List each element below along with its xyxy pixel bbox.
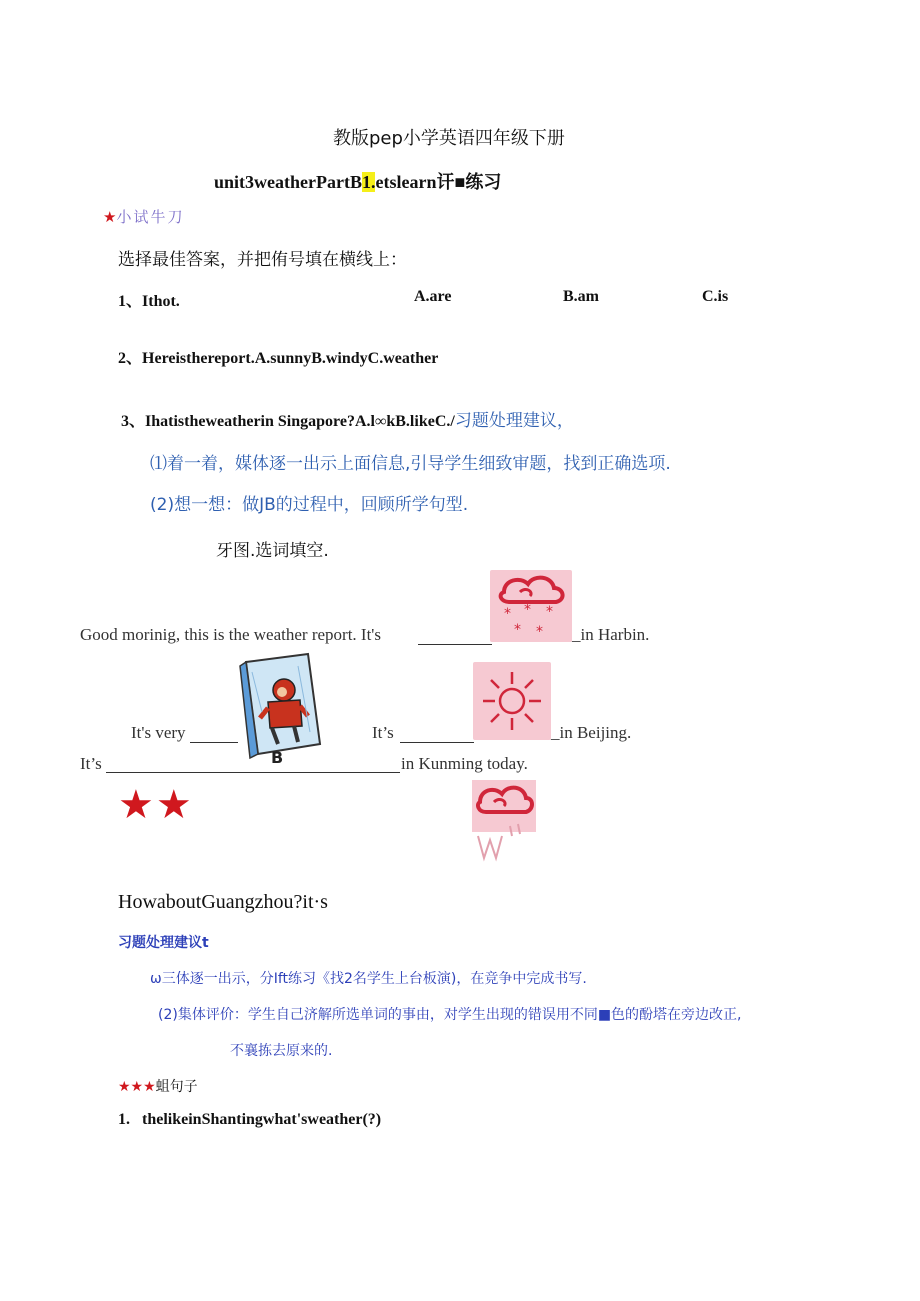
fill-line-3-end: in Kunming today. — [401, 754, 528, 773]
tip-label: 习题处理建议， — [454, 411, 574, 431]
star-icon: ★ — [103, 208, 117, 226]
fill-line-3-start: It’s — [80, 754, 102, 773]
task-instruction: 牙图.选词填空. — [216, 541, 329, 561]
blank-4[interactable] — [106, 772, 400, 773]
question-1 — [118, 288, 180, 311]
section1-heading — [103, 206, 184, 227]
section3-heading — [118, 1076, 198, 1096]
section1-heading-text: 小试牛刀 — [116, 208, 185, 226]
question-text: Ithot. — [142, 293, 180, 310]
question-number: 1. — [118, 1111, 130, 1128]
tip-2: (2)想一想：做JB的过程中，回顾所学句型. — [150, 495, 469, 515]
section2-tip-2: (2)集体评价：学生自己济解所选单词的事由，对学生出现的错误用不同■色的酚塔在旁边改正, — [158, 1007, 742, 1023]
question-text: Hereisthereport.A.sunnyB.windyC.weather — [142, 350, 439, 367]
tip-1: ⑴着一着，媒体逐一出示上面信息,引导学生细致审题，找到正确选项. — [150, 454, 671, 474]
picture-letter: B — [271, 748, 284, 767]
question-text: Ihatistheweatherin Singapore?A.l∞kB.likeC./ — [145, 413, 455, 430]
snow-cloud-icon — [490, 570, 572, 642]
fill-text: Good morinig, this is the weather report. It's — [80, 625, 381, 644]
tip-heading: 习题处理建议t — [118, 935, 209, 951]
two-star-rating: ★★ — [118, 782, 194, 828]
guangzhou-question: HowaboutGuangzhou?it·s — [118, 891, 328, 913]
fill-line-1 — [80, 625, 381, 645]
three-star-rating: ★★★ — [118, 1079, 156, 1095]
blank-1[interactable] — [418, 644, 492, 645]
fill-line-2-end: _in Beijing. — [551, 723, 632, 742]
section3-heading-text: 蛆句子 — [155, 1079, 198, 1095]
q1-option-a: A.are — [414, 288, 452, 305]
section2-tip-2-cont: 不襄拣去原来的. — [230, 1043, 333, 1059]
svg-text:*: * — [546, 604, 553, 620]
svg-text:*: * — [524, 602, 531, 618]
snow-picture — [490, 570, 572, 642]
question-2 — [118, 345, 438, 368]
fill-line-2-start: It's very — [131, 723, 186, 742]
sun-icon — [473, 662, 551, 740]
fill-line-1-end: _in Harbin. — [572, 625, 650, 644]
question-3 — [121, 406, 574, 431]
svg-text:*: * — [504, 606, 511, 622]
subtitle-highlight: 1. — [361, 172, 376, 192]
question-text: thelikeinShantingwhat'sweather(?) — [142, 1111, 382, 1128]
subtitle-pre: unit3weatherPartB — [214, 172, 362, 192]
svg-text:*: * — [514, 622, 521, 638]
instruction: 选择最佳答案，并把侑号填在横线上： — [118, 250, 407, 270]
fill-line-2-mid: It’s — [372, 723, 394, 742]
document-title: 教版pep小学英语四年级下册 — [333, 128, 565, 149]
blank-3[interactable] — [400, 742, 474, 743]
wind-cloud-icon — [472, 780, 536, 862]
cold-picture — [238, 652, 324, 766]
section3-question-1 — [118, 1111, 381, 1129]
wind-picture — [472, 780, 536, 862]
question-number: 3、 — [121, 413, 146, 430]
question-number: 2、 — [118, 350, 143, 367]
question-number: 1、 — [118, 293, 143, 310]
document-subtitle — [214, 168, 501, 194]
subtitle-post: etslearn讦■练习 — [375, 172, 502, 192]
svg-text:*: * — [536, 624, 543, 640]
blank-2[interactable] — [190, 742, 238, 743]
sun-picture — [473, 662, 551, 740]
q1-option-c: C.is — [702, 288, 729, 305]
q1-option-b: B.am — [563, 288, 599, 305]
section2-tip-1: ω三体逐一出示，分Ift练习《找2名学生上台板演)，在竞争中完成书写. — [150, 971, 587, 987]
